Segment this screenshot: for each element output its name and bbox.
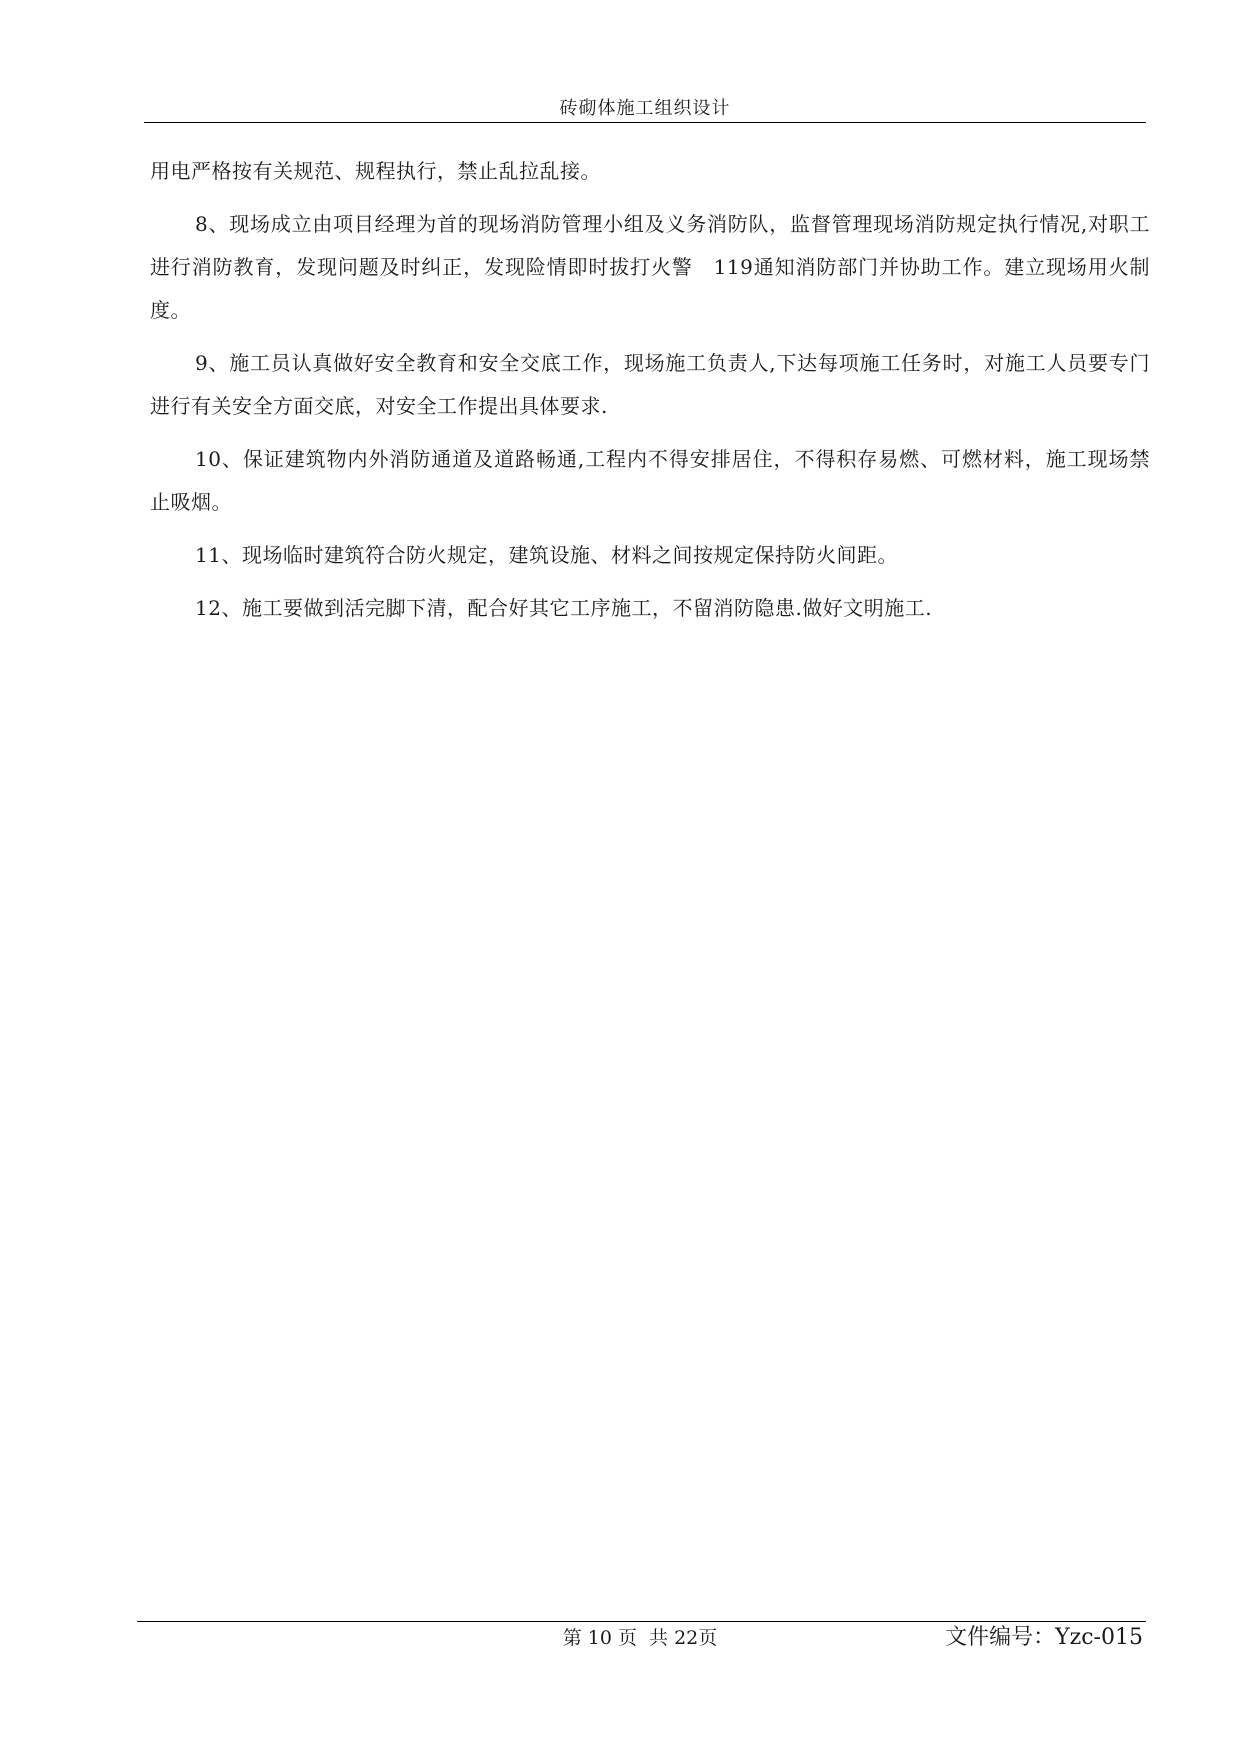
page-number: 第 10 页 共 22页	[562, 1627, 718, 1649]
paragraph-continuation: 用电严格按有关规范、规程执行，禁止乱拉乱接。	[150, 159, 601, 183]
header-divider	[144, 122, 1146, 123]
footer-divider	[137, 1621, 1146, 1622]
document-body	[150, 150, 1150, 640]
paragraph-item-11: 11、现场临时建筑符合防火规定，建筑设施、材料之间按规定保持防火间距。	[195, 543, 898, 567]
paragraph-item-8: 8、现场成立由项目经理为首的现场消防管理小组及义务消防队，监督管理现场消防规定执行情况,对职工进行消防教育，发现问题及时纠正，发现险情即时拔打火警 119通知消防部门并协助工作。建立现场用火制度。	[150, 212, 1150, 322]
page-header-title: 砖砌体施工组织设计	[559, 98, 731, 119]
paragraph-item-12: 12、施工要做到活完脚下清，配合好其它工序施工，不留消防隐患.做好文明施工.	[195, 596, 933, 620]
paragraph-item-10: 10、保证建筑物内外消防通道及道路畅通,工程内不得安排居住，不得积存易燃、可燃材料，施工现场禁止吸烟。	[150, 447, 1150, 514]
paragraph-item-9: 9、施工员认真做好安全教育和安全交底工作，现场施工负责人,下达每项施工任务时，对施工人员要专门进行有关安全方面交底，对安全工作提出具体要求.	[150, 351, 1150, 418]
document-number: 文件编号：Yzc-015	[945, 1625, 1143, 1650]
